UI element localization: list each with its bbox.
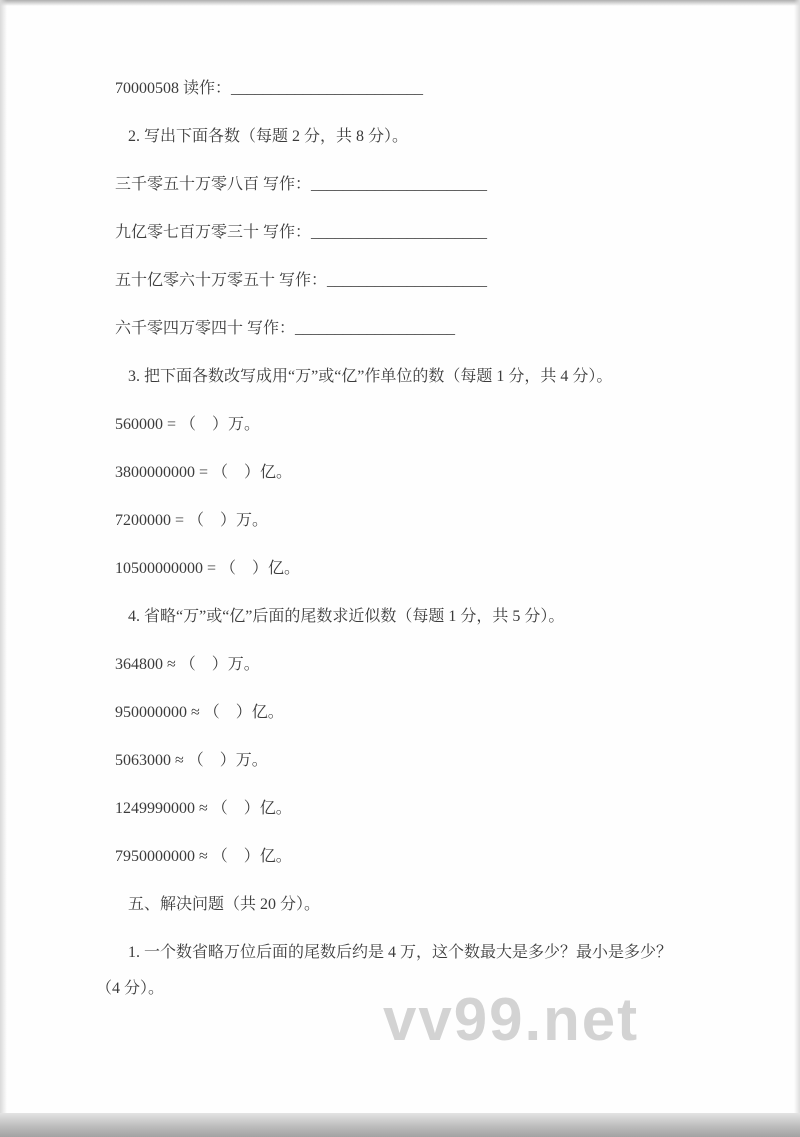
worksheet-line: 10500000000 = （ ）亿。 <box>115 560 301 577</box>
worksheet-line: 五十亿零六十万零五十 写作：____________________ <box>115 272 488 289</box>
page-edge-bottom <box>0 1113 800 1137</box>
worksheet-line: 2. 写出下面各数（每题 2 分，共 8 分）。 <box>128 128 409 145</box>
worksheet-line: 1. 一个数省略万位后面的尾数后约是 4 万，这个数最大是多少？最小是多少？ <box>128 944 673 961</box>
worksheet-line: 1249990000 ≈ （ ）亿。 <box>115 800 292 817</box>
worksheet-line: 560000 = （ ）万。 <box>115 416 261 433</box>
worksheet-content <box>96 71 706 1019</box>
page-edge-top <box>0 0 800 6</box>
worksheet-line: 7950000000 ≈ （ ）亿。 <box>115 848 292 865</box>
worksheet-line: （4 分）。 <box>96 980 165 997</box>
worksheet-line: 3800000000 = （ ）亿。 <box>115 464 293 481</box>
worksheet-line: 364800 ≈ （ ）万。 <box>115 656 260 673</box>
worksheet-line: 六千零四万零四十 写作：____________________ <box>115 320 456 337</box>
worksheet-line: 九亿零七百万零三十 写作：______________________ <box>115 224 488 241</box>
page-edge-left <box>0 0 7 1137</box>
worksheet-line: 5063000 ≈ （ ）万。 <box>115 752 268 769</box>
worksheet-line: 7200000 = （ ）万。 <box>115 512 269 529</box>
worksheet-line: 4. 省略“万”或“亿”后面的尾数求近似数（每题 1 分，共 5 分）。 <box>128 608 565 625</box>
worksheet-line: 70000508 读作：________________________ <box>115 80 424 97</box>
worksheet-line: 3. 把下面各数改写成用“万”或“亿”作单位的数（每题 1 分，共 4 分）。 <box>128 368 613 385</box>
worksheet-line: 950000000 ≈ （ ）亿。 <box>115 704 284 721</box>
watermark: vv99.net <box>383 986 640 1053</box>
worksheet-line: 五、解决问题（共 20 分）。 <box>128 896 321 913</box>
page-edge-right <box>794 0 800 1137</box>
worksheet-line: 三千零五十万零八百 写作：______________________ <box>115 176 488 193</box>
